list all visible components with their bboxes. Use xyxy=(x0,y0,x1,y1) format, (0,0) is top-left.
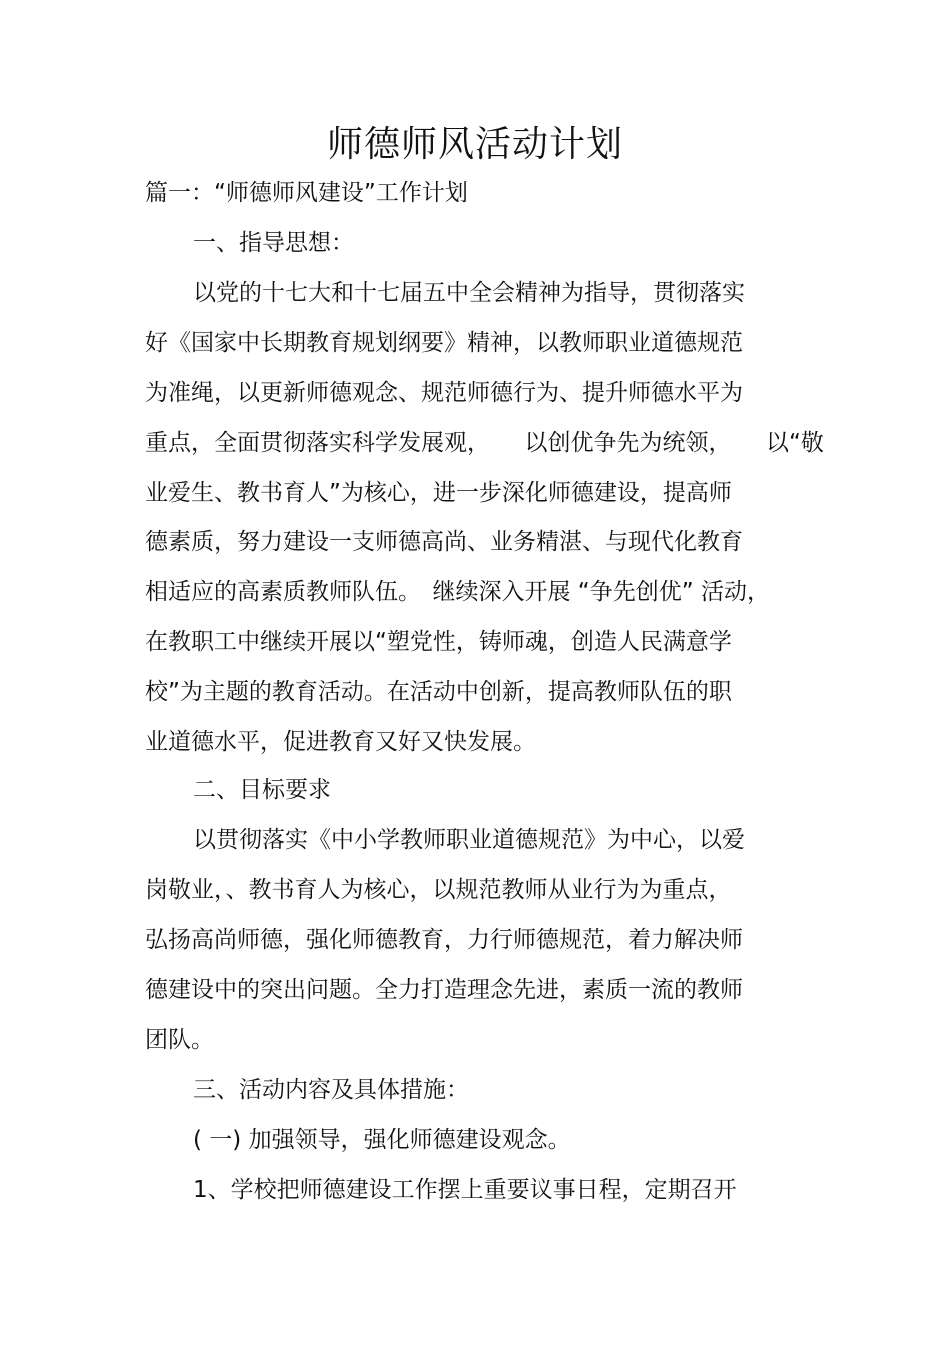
paragraph-line: 1、学校把师德建设工作摆上重要议事日程，定期召开 xyxy=(193,1177,737,1203)
paragraph-line: 以贯彻落实《中小学教师职业道德规范》为中心，以爱 xyxy=(193,827,745,853)
paragraph-line: 好《国家中长期教育规划纲要》精神，以教师职业道德规范 xyxy=(145,330,743,356)
paragraph-line: 为准绳，以更新师德观念、规范师德行为、提升师德水平为 xyxy=(145,380,743,406)
paragraph-line: 弘扬高尚师德，强化师德教育，力行师德规范，着力解决师 xyxy=(145,927,743,953)
heading-goals: 二、目标要求 xyxy=(193,777,331,803)
paragraph-line: 相适应的高素质教师队伍。 继续深入开展 “争先创优” 活动， xyxy=(145,579,770,605)
document-title: 师德师风活动计划 xyxy=(326,124,623,165)
paragraph-line: 校”为主题的教育活动。在活动中创新，提高教师队伍的职 xyxy=(145,679,732,705)
paragraph-line: 业道德水平，促进教育又好又快发展。 xyxy=(145,729,536,755)
paragraph-line: 以党的十七大和十七届五中全会精神为指导，贯彻落实 xyxy=(193,280,745,306)
paragraph-line: 团队。 xyxy=(145,1027,214,1053)
subheading-leadership: ( 一) 加强领导，强化师德建设观念。 xyxy=(193,1127,571,1153)
heading-guiding-ideology: 一、指导思想： xyxy=(193,230,354,256)
section-heading-part-one: 篇一：“师德师风建设”工作计划 xyxy=(145,180,468,206)
heading-activities: 三、活动内容及具体措施： xyxy=(193,1077,469,1103)
paragraph-line: 重点，全面贯彻落实科学发展观， 以创优争先为统领， 以“敬 xyxy=(145,430,824,456)
paragraph-line: 德素质，努力建设一支师德高尚、业务精湛、与现代化教育 xyxy=(145,529,743,555)
paragraph-line: 岗敬业，、教书育人为核心，以规范教师从业行为为重点， xyxy=(145,877,732,903)
paragraph-line: 在教职工中继续开展以“塑党性，铸师魂，创造人民满意学 xyxy=(145,629,732,655)
paragraph-line: 业爱生、教书育人”为核心，进一步深化师德建设，提高师 xyxy=(145,480,732,506)
paragraph-line: 德建设中的突出问题。全力打造理念先进，素质一流的教师 xyxy=(145,977,743,1003)
